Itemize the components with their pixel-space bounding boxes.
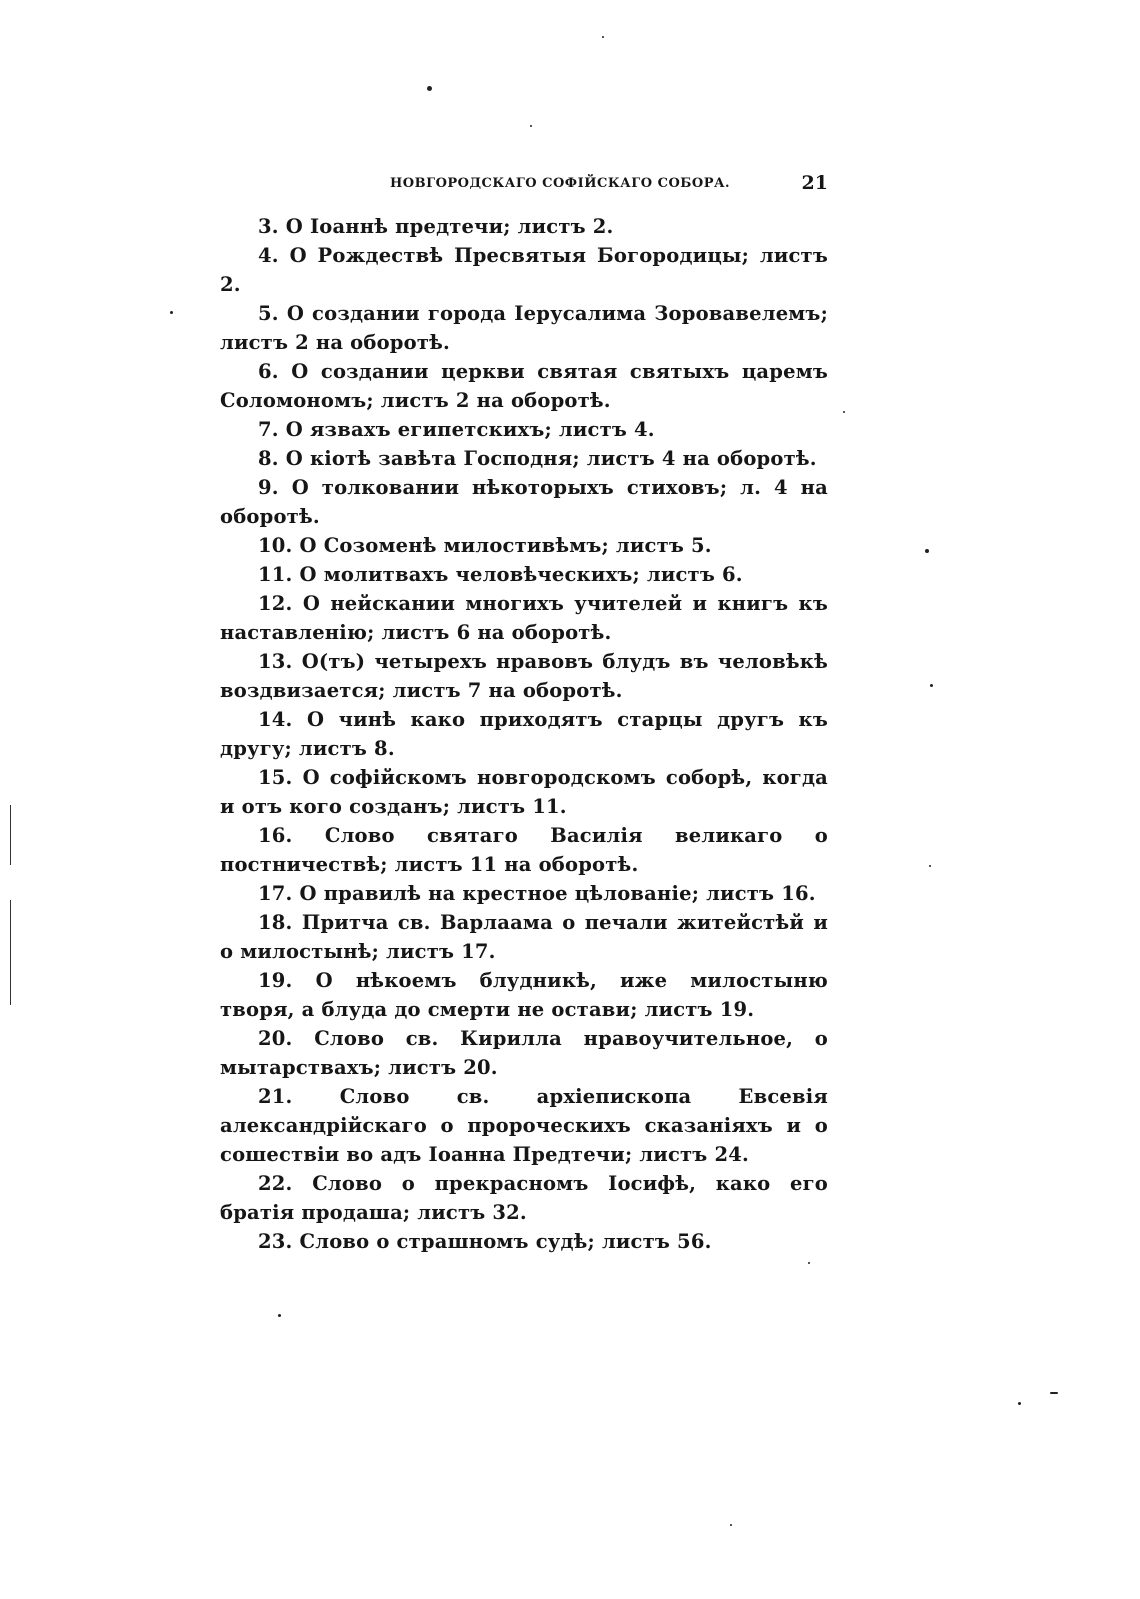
entry-text: О(тъ) четырехъ нравовъ блудъ въ человѣкѣ воздвизается; листъ 7 на оборотѣ. bbox=[220, 650, 828, 702]
scan-speck bbox=[278, 1314, 281, 1317]
entry-text: О создании церкви святая святыхъ царемъ Соломономъ; листъ 2 на оборотѣ. bbox=[220, 360, 828, 412]
entry-number: 20. bbox=[258, 1027, 293, 1050]
margin-mark bbox=[10, 900, 11, 1005]
entry-number: 22. bbox=[258, 1172, 293, 1195]
entry-text: Слово св. архіепископа Евсевія александрійскаго о пророческихъ сказаніяхъ и о сошествіи во адъ Іоанна Предтечи; листъ 24. bbox=[220, 1085, 828, 1166]
entry-number: 10. bbox=[258, 534, 293, 557]
list-item bbox=[220, 531, 828, 560]
scan-speck bbox=[925, 549, 929, 553]
entry-number: 12. bbox=[258, 592, 293, 615]
entry-text: О нейскании многихъ учителей и книгъ къ наставленію; листъ 6 на оборотѣ. bbox=[220, 592, 828, 644]
list-item bbox=[220, 357, 828, 415]
margin-mark bbox=[10, 805, 11, 865]
entry-text: Слово св. Кирилла нравоучительное, о мытарствахъ; листъ 20. bbox=[220, 1027, 828, 1079]
list-item bbox=[220, 1227, 828, 1256]
entry-number: 7. bbox=[258, 418, 279, 441]
scan-speck bbox=[602, 36, 604, 38]
entry-number: 15. bbox=[258, 766, 293, 789]
entry-number: 11. bbox=[258, 563, 293, 586]
entry-number: 6. bbox=[258, 360, 279, 383]
list-item bbox=[220, 908, 828, 966]
entry-text: Слово о страшномъ судѣ; листъ 56. bbox=[299, 1230, 712, 1253]
entry-text: О Рождествѣ Пресвятыя Богородицы; листъ 2. bbox=[220, 244, 828, 296]
list-item bbox=[220, 705, 828, 763]
entry-number: 23. bbox=[258, 1230, 293, 1253]
entry-number: 21. bbox=[258, 1085, 293, 1108]
list-item bbox=[220, 879, 828, 908]
running-head bbox=[220, 172, 828, 200]
entry-number: 19. bbox=[258, 969, 293, 992]
list-item bbox=[220, 1024, 828, 1082]
entry-number: 4. bbox=[258, 244, 279, 267]
list-item bbox=[220, 415, 828, 444]
entry-text: О чинѣ како приходятъ старцы другъ къ другу; листъ 8. bbox=[220, 708, 828, 760]
scan-speck bbox=[427, 86, 432, 91]
scan-speck bbox=[1050, 1392, 1058, 1394]
entry-text: О кiотѣ завѣта Господня; листъ 4 на оборотѣ. bbox=[285, 447, 817, 470]
scan-speck bbox=[530, 125, 532, 127]
entry-text: О создании города Іерусалима Зоровавелемъ; листъ 2 на оборотѣ. bbox=[220, 302, 828, 354]
list-item bbox=[220, 299, 828, 357]
entry-text: О софійскомъ новгородскомъ соборѣ, когда и отъ кого созданъ; листъ 11. bbox=[220, 766, 828, 818]
running-title: НОВГОРОДСКАГО СОФІЙСКАГО СОБОРА. bbox=[390, 176, 731, 191]
scan-speck bbox=[808, 1262, 810, 1264]
page-number: 21 bbox=[801, 172, 828, 194]
list-item bbox=[220, 763, 828, 821]
list-item bbox=[220, 647, 828, 705]
list-item bbox=[220, 1169, 828, 1227]
list-item bbox=[220, 241, 828, 299]
list-item bbox=[220, 966, 828, 1024]
entry-number: 13. bbox=[258, 650, 293, 673]
entry-text: О нѣкоемъ блудникѣ, иже милостыню творя, а блуда до смерти не остави; листъ 19. bbox=[220, 969, 828, 1021]
entry-text: О Іоаннѣ предтечи; листъ 2. bbox=[285, 215, 614, 238]
entry-number: 3. bbox=[258, 215, 279, 238]
entry-text: О язвахъ египетскихъ; листъ 4. bbox=[285, 418, 655, 441]
entry-text: Притча св. Варлаама о печали житейстѣй и о милостынѣ; листъ 17. bbox=[220, 911, 829, 963]
entry-number: 8. bbox=[258, 447, 279, 470]
entry-number: 17. bbox=[258, 882, 293, 905]
entry-number: 9. bbox=[258, 476, 279, 499]
entry-text: Слово о прекрасномъ Іосифѣ, како его братія продаша; листъ 32. bbox=[220, 1172, 828, 1224]
list-item bbox=[220, 1082, 828, 1169]
list-item bbox=[220, 821, 828, 879]
scan-speck bbox=[843, 411, 845, 413]
contents-list bbox=[220, 212, 828, 1256]
list-item bbox=[220, 473, 828, 531]
entry-text: Слово святаго Василія великаго о постничествѣ; листъ 11 на оборотѣ. bbox=[220, 824, 828, 876]
entry-text: О молитвахъ человѣческихъ; листъ 6. bbox=[299, 563, 743, 586]
scan-speck bbox=[1018, 1402, 1021, 1405]
entry-text: О Созоменѣ милостивѣмъ; листъ 5. bbox=[299, 534, 712, 557]
list-item bbox=[220, 560, 828, 589]
list-item bbox=[220, 444, 828, 473]
scan-speck bbox=[730, 1524, 732, 1526]
entry-text: О правилѣ на крестное цѣлованіе; листъ 16. bbox=[299, 882, 816, 905]
scan-speck bbox=[170, 311, 173, 314]
scan-speck bbox=[930, 684, 933, 687]
list-item bbox=[220, 212, 828, 241]
scan-speck bbox=[929, 865, 931, 867]
entry-number: 18. bbox=[258, 911, 293, 934]
entry-number: 5. bbox=[258, 302, 279, 325]
entry-number: 14. bbox=[258, 708, 293, 731]
list-item bbox=[220, 589, 828, 647]
entry-number: 16. bbox=[258, 824, 293, 847]
entry-text: О толковании нѣкоторыхъ стиховъ; л. 4 на оборотѣ. bbox=[220, 476, 828, 528]
